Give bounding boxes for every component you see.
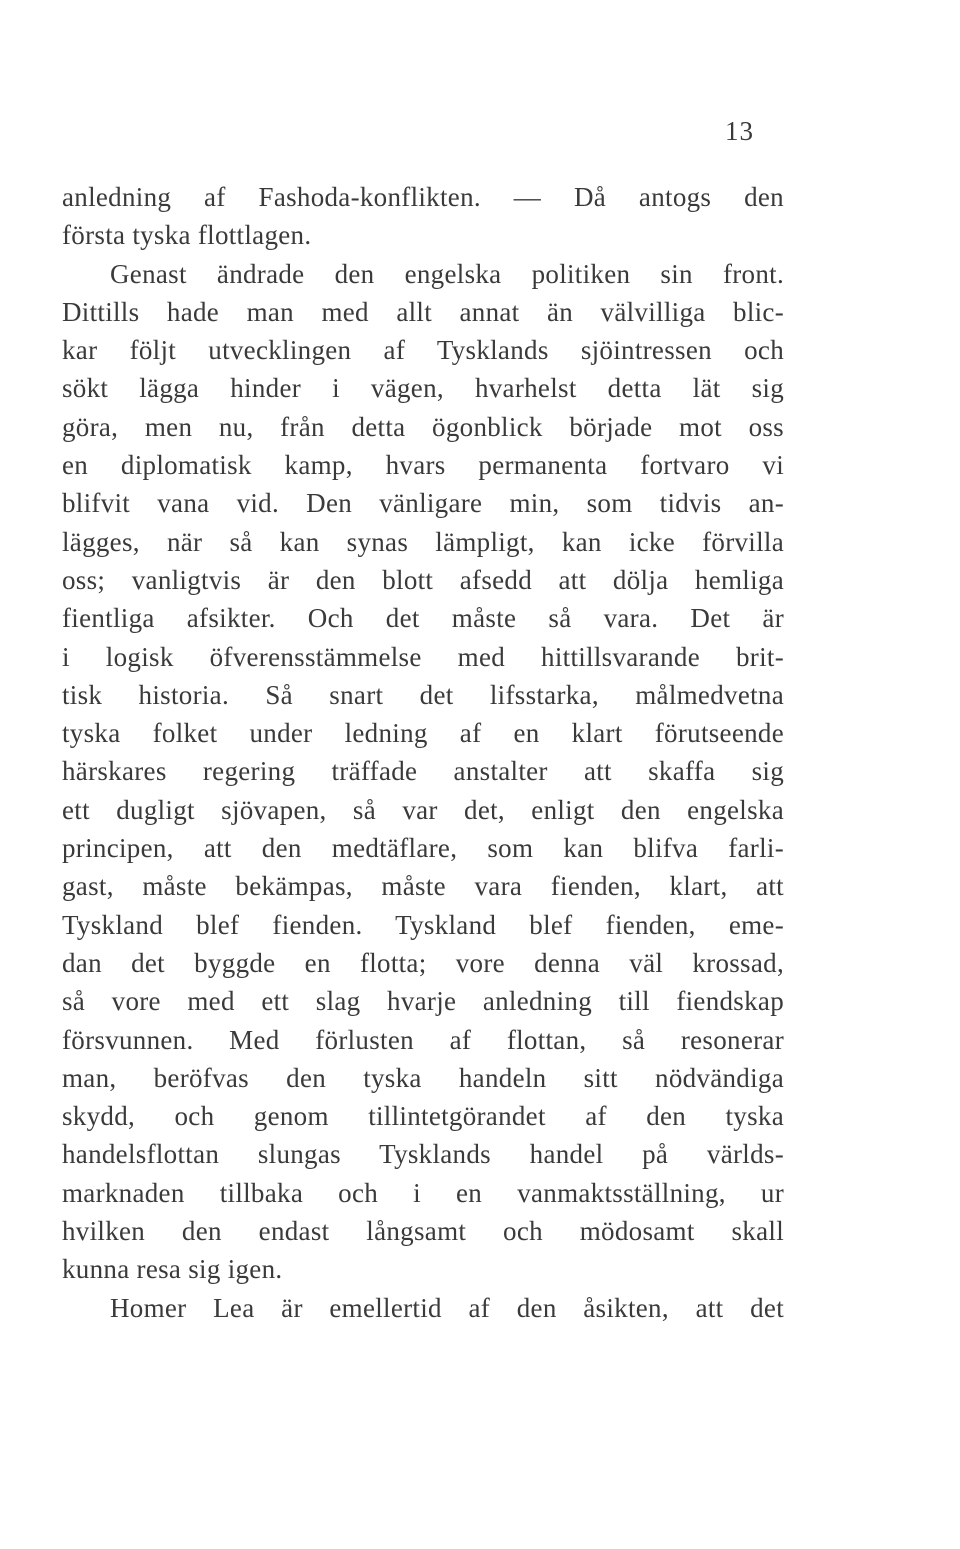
- text-line: anledning af Fashoda-konflikten. — Då antogs den: [62, 182, 784, 212]
- text-line: dan det byggde en flotta; vore denna väl krossad,: [62, 947, 784, 978]
- text-line: Tyskland blef fienden. Tyskland blef fienden, eme-: [62, 909, 784, 940]
- text-line: oss; vanligtvis är den blott afsedd att dölja hemliga: [62, 564, 784, 595]
- text-line: första tyska flottlagen.: [62, 220, 312, 251]
- text-line: tisk historia. Så snart det lifsstarka, målmedvetna: [62, 679, 784, 710]
- text-line: man, beröfvas den tyska handeln sitt nödvändiga: [62, 1062, 784, 1093]
- text-line: fientliga afsikter. Och det måste så vara. Det är: [62, 603, 784, 634]
- body-text: [62, 178, 784, 1327]
- text-line: gast, måste bekämpas, måste vara fienden, klart, att: [62, 871, 784, 902]
- text-line: marknaden tillbaka och i en vanmaktsställning, ur: [62, 1177, 784, 1208]
- text-line: Dittills hade man med allt annat än välvilliga blic-: [62, 296, 784, 327]
- text-line: göra, men nu, från detta ögonblick började mot oss: [62, 411, 784, 442]
- text-line: en diplomatisk kamp, hvars permanenta fortvaro vi: [62, 450, 784, 481]
- text-line: skydd, och genom tillintetgörandet af den tyska: [62, 1101, 784, 1132]
- text-line: lägges, när så kan synas lämpligt, kan icke förvilla: [62, 526, 784, 557]
- text-line: Homer Lea är emellertid af den åsikten, att det: [110, 1292, 784, 1323]
- text-line: Genast ändrade den engelska politiken sin front.: [110, 258, 784, 289]
- text-line: principen, att den medtäflare, som kan blifva farli-: [62, 833, 784, 864]
- text-line: hvilken den endast långsamt och mödosamt skall: [62, 1216, 784, 1247]
- text-line: ett dugligt sjövapen, så var det, enligt den engelska: [62, 794, 784, 825]
- text-line: blifvit vana vid. Den vänligare min, som tidvis an-: [62, 488, 784, 519]
- text-line: så vore med ett slag hvarje anledning till fiendskap: [62, 986, 784, 1017]
- page-number: 13: [725, 116, 754, 146]
- text-line: kunna resa sig igen.: [62, 1254, 283, 1285]
- text-line: försvunnen. Med förlusten af flottan, så resonerar: [62, 1024, 784, 1055]
- text-line: härskares regering träffade anstalter att skaffa sig: [62, 756, 784, 787]
- text-line: kar följt utvecklingen af Tysklands sjöintressen och: [62, 335, 784, 366]
- text-line: tyska folket under ledning af en klart förutseende: [62, 718, 784, 749]
- text-line: sökt lägga hinder i vägen, hvarhelst detta lät sig: [62, 373, 784, 404]
- text-line: i logisk öfverensstämmelse med hittillsvarande brit-: [62, 641, 784, 672]
- text-line: handelsflottan slungas Tysklands handel på världs-: [62, 1139, 784, 1170]
